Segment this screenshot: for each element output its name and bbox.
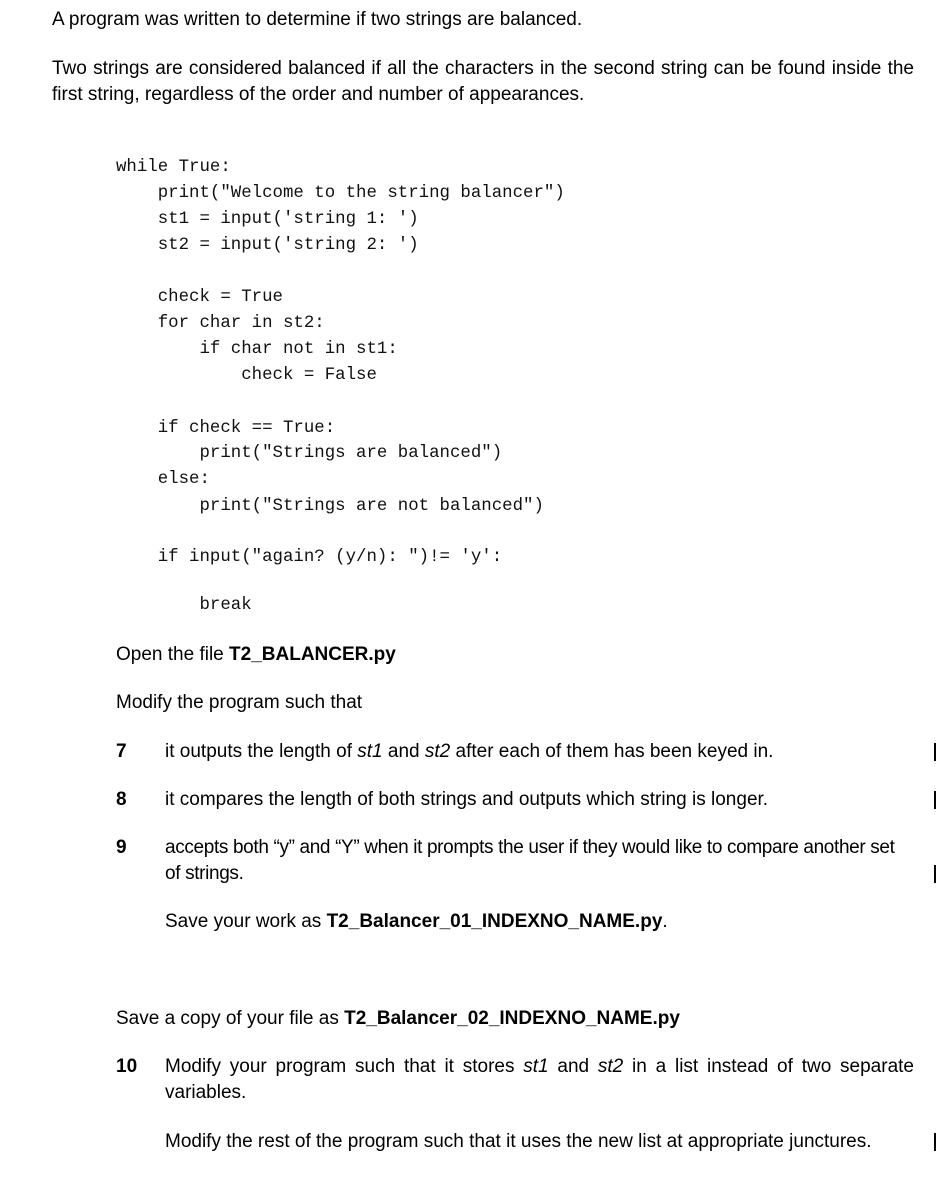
open-file-instruction [116,642,396,668]
margin-mark [934,865,936,883]
code-line: if input("again? (y/n): ")!= 'y': [116,548,503,567]
q7-text-b: and [382,741,425,762]
question-10-text [165,1054,914,1106]
code-line: check = True [116,288,283,307]
question-8-text: it compares the length of both strings and outputs which string is longer. [165,789,769,810]
code-line: print("Strings are balanced") [116,444,503,463]
q10-var2: st2 [597,1056,624,1077]
code-line: for char in st2: [116,314,325,333]
q10-text-a: Modify your program such that it stores [165,1056,524,1077]
q10-text-c: in a list instead of two separate variables. [165,1056,914,1103]
save-work-instruction [165,909,668,935]
code-line: if char not in st1: [116,340,398,359]
open-file-filename: T2_BALANCER.py [229,644,396,665]
save1-suffix: . [662,911,668,932]
q10-text-b: and [548,1056,598,1077]
code-line: while True: [116,158,231,177]
question-7-text [165,739,773,765]
q7-text-a: it outputs the length of [165,741,358,762]
save2-prefix: Save a copy of your file as [116,1008,345,1029]
question-9-text: accepts both “y” and “Y” when it prompts the user if they would like to compare another set of strings. [165,837,895,884]
margin-mark [934,743,936,761]
q7-var2: st2 [424,741,451,762]
question-number-9: 9 [116,837,127,858]
code-line: if check == True: [116,419,336,438]
code-line: st2 = input('string 2: ') [116,236,419,255]
q7-var1: st1 [357,741,383,762]
code-line: print("Welcome to the string balancer") [116,184,565,203]
code-line: print("Strings are not balanced") [116,497,544,516]
q10-var1: st1 [523,1056,549,1077]
question-number-7: 7 [116,741,127,762]
question-number-10: 10 [116,1056,138,1077]
save-copy-instruction [116,1006,680,1032]
intro-line-1: A program was written to determine if two strings are balanced. [52,9,583,30]
q7-text-c: after each of them has been keyed in. [450,741,774,762]
margin-mark [934,791,936,809]
question-10-text-2: Modify the rest of the program such that it uses the new list at appropriate junctures. [165,1131,872,1152]
code-line: else: [116,470,210,489]
question-number-8: 8 [116,789,127,810]
code-line: check = False [116,366,377,385]
intro-line-2: Two strings are considered balanced if all the characters in the second string can be found inside the first string, regardless of the order and number of appearances. [52,58,914,105]
save1-prefix: Save your work as [165,911,327,932]
modify-intro: Modify the program such that [116,692,363,713]
code-line: break [116,596,252,615]
save2-filename: T2_Balancer_02_INDEXNO_NAME.py [344,1008,680,1029]
save1-filename: T2_Balancer_01_INDEXNO_NAME.py [326,911,663,932]
code-line: st1 = input('string 1: ') [116,210,419,229]
open-file-prefix: Open the file [116,644,230,665]
margin-mark [934,1133,936,1151]
